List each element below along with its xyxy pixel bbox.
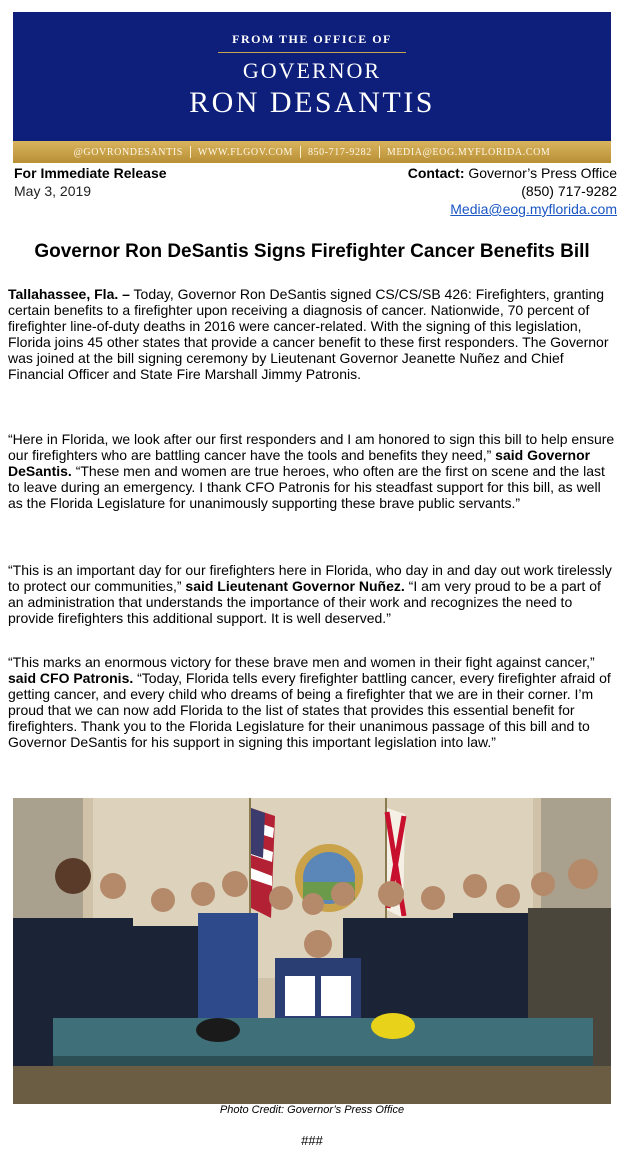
quote-attribution: said CFO Patronis. bbox=[8, 670, 134, 687]
press-release-title: Governor Ron DeSantis Signs Firefighter Cancer Benefits Bill bbox=[34, 241, 590, 262]
quote-text: “This marks an enormous victory for these brave men and women in their fight against cancer,” bbox=[8, 654, 595, 670]
dateline: Tallahassee, Fla. – bbox=[8, 286, 130, 302]
bill-signing-photo bbox=[13, 798, 611, 1104]
quote-attribution: said Lieutenant Governor Nuñez. bbox=[181, 578, 405, 595]
banner-governor-text: GOVERNOR bbox=[242, 58, 382, 83]
quote-text: “I am very proud to be a part of an administration that understands the importance of their work and recognizes the need to provide firefighters this additional support. It is well deserved.” bbox=[8, 578, 601, 627]
quote-text: “These men and women are true heroes, who often are the first on scene and the last to leave during an emergency. I thank CFO Patronis for his steadfast support for this bill, as well as the Florida Legislature for unanimously supporting these brave public servants.” bbox=[8, 463, 605, 512]
helmet-icon bbox=[371, 1013, 415, 1039]
helmet-icon bbox=[196, 1018, 240, 1042]
banner-email: MEDIA@EOG.MYFLORIDA.COM bbox=[386, 146, 551, 158]
paragraph-governor-quote bbox=[8, 431, 618, 511]
banner-name-text: RON DESANTIS bbox=[189, 86, 435, 119]
contact-line bbox=[408, 164, 617, 182]
quote-text: “This is an important day for our firefighters here in Florida, who day in and day out work tirelessly to protect our communities,” bbox=[8, 562, 612, 595]
paragraph-lt-governor-quote bbox=[8, 562, 618, 626]
end-mark: ### bbox=[301, 1133, 323, 1148]
quote-text: “Today, Florida tells every firefighter battling cancer, every firefighter afraid of getting cancer, and every child who dreams of being a firefighter that we are in their corner. I’m proud that we can now add Florida to the list of states that provides this essential benefit for firefighters. Thank you to the Florida Legislature for their unanimous passage of this bill and to Governor DeSantis for his support in signing this important legislation into law.” bbox=[8, 670, 611, 751]
release-date: May 3, 2019 bbox=[14, 183, 92, 199]
banner-rule bbox=[218, 52, 406, 53]
banner-contact-bar bbox=[13, 141, 611, 163]
banner-handle: @GOVRONDESANTIS bbox=[73, 146, 183, 158]
letterhead-banner bbox=[13, 12, 611, 163]
contact-phone: (850) 717-9282 bbox=[521, 183, 617, 199]
paragraph-text: Today, Governor Ron DeSantis signed CS/CS/SB 426: Firefighters, granting certain benefits to a firefighter upon receiving a diagnosis of cancer. Nationwide, 70 percent of firefighter line-of-duty deaths in 2016 were cancer-related. With the signing of this legislation, Florida joins 45 other states that provide a cancer benefit to these first responders. The Governor was joined at the bill signing ceremony by Lieutenant Governor Jeanette Nuñez and Chief Financial Officer and State Fire Marshall Jimmy Patronis. bbox=[8, 286, 609, 383]
contact-email-link[interactable]: Media@eog.myflorida.com bbox=[450, 201, 617, 217]
photo-illustration bbox=[13, 798, 611, 1104]
release-label: For Immediate Release bbox=[14, 165, 167, 181]
quote-attribution: said Governor DeSantis. bbox=[8, 447, 591, 480]
paragraph-intro bbox=[8, 286, 618, 383]
contact-value: Governor’s Press Office bbox=[464, 165, 617, 181]
contact-label: Contact: bbox=[407, 165, 465, 181]
paragraph-cfo-quote bbox=[8, 654, 618, 751]
banner-phone: 850-717-9282 bbox=[307, 146, 372, 158]
quote-text: “Here in Florida, we look after our first responders and I am honored to sign this bill to help ensure our firefighters who are battling cancer have the tools and benefits they need,” bbox=[8, 431, 615, 464]
banner-website: WWW.FLGOV.COM bbox=[197, 146, 293, 158]
photo-credit: Photo Credit: Governor’s Press Office bbox=[219, 1104, 405, 1116]
banner-from-text: FROM THE OFFICE OF bbox=[232, 32, 392, 46]
